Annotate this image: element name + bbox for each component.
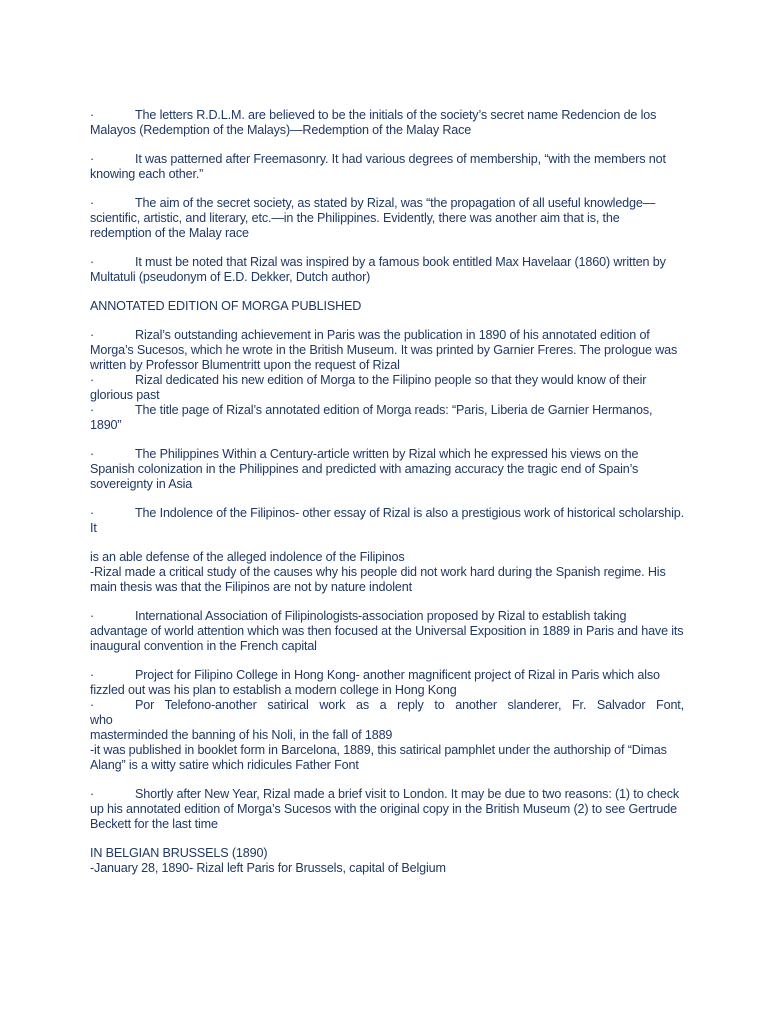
section-heading-morga: ANNOTATED EDITION OF MORGA PUBLISHED [90,299,362,313]
paragraph-filipinologists [90,609,684,654]
paragraph-text: Shortly after New Year, Rizal made a brief visit to London. It may be due to two reasons: (1) to check up his annotated edition of Morga’s Sucesos with the original copy in the British Museum (2) to see Gertrude Beckett for the last time [90,787,680,831]
paragraph-text: Rizal dedicated his new edition of Morga to the Filipino people so that they would know of their glorious past [90,373,647,402]
paragraph-aim [90,196,684,241]
bullet: · [90,196,95,210]
paragraph-brussels: -January 28, 1890- Rizal left Paris for Brussels, capital of Belgium [90,861,446,875]
bullet: · [90,328,95,342]
paragraph-london-visit [90,787,684,832]
paragraph-text: It was patterned after Freemasonry. It had various degrees of membership, “with the members not knowing each other.” [90,152,666,181]
paragraph-text: The title page of Rizal’s annotated edition of Morga reads: “Paris, Liberia de Garnier Hermanos, 1890” [90,403,653,432]
paragraph-text: is an able defense of the alleged indolence of the Filipinos [90,550,405,564]
paragraph-text: masterminded the banning of his Noli, in the fall of 1889 [90,728,393,742]
paragraph-dedication [90,373,684,403]
paragraph-text: Por Telefono-another satirical work as a reply to another slanderer, Fr. Salvador Font, [135,698,684,712]
paragraph-hong-kong-college [90,668,684,698]
bullet: · [90,698,95,712]
paragraph-title-page [90,403,684,433]
paragraph-line [90,698,684,713]
paragraph-freemasonry [90,152,684,182]
bullet: · [90,255,95,269]
paragraph-text: Project for Filipino College in Hong Kong- another magnificent project of Rizal in Paris which also fizzled out was his plan to establish a modern college in Hong Kong [90,668,660,697]
paragraph-text: -it was published in booklet form in Barcelona, 1889, this satirical pamphlet under the authorship of “Dimas Alang” is a witty satire which ridicules Father Font [90,743,667,772]
paragraph-text: who [90,713,113,727]
paragraph-text: The letters R.D.L.M. are believed to be the initials of the society’s secret name Redencion de los Malayos (Redemption of the Malays)—Redemption of the Malay Race [90,108,657,137]
paragraph-text: The Philippines Within a Century-article written by Rizal which he expressed his views on the Spanish colonization in the Philippines and predicted with amazing accuracy the tragic end of Spain’s sovereignty in Asia [90,447,639,491]
document-page [90,108,684,876]
bullet: · [90,152,95,166]
paragraph-text: Rizal’s outstanding achievement in Paris was the publication in 1890 of his annotated edition of Morga’s Sucesos, which he wrote in the British Museum. It was printed by Garnier Freres. The prologue was written by Professor Blumentritt upon the request of Rizal [90,328,678,372]
bullet: · [90,787,95,801]
paragraph-text: The Indolence of the Filipinos- other essay of Rizal is also a prestigious work of historical scholarship. It [90,506,684,535]
paragraph-text: The aim of the secret society, as stated by Rizal, was “the propagation of all useful knowledge—scientific, artistic, and literary, etc.—in the Philippines. Evidently, there was another aim that is, the redemption of the Malay race [90,196,656,240]
bullet: · [90,108,95,122]
paragraph-indolence [90,506,684,536]
paragraph-rdlm [90,108,684,138]
paragraph-text: -Rizal made a critical study of the causes why his people did not work hard during the Spanish regime. His main thesis was that the Filipinos are not by nature indolent [90,565,666,594]
paragraph-por-telefono [90,698,684,773]
section-heading-brussels: IN BELGIAN BRUSSELS (1890) [90,846,268,860]
bullet: · [90,447,95,461]
bullet: · [90,506,95,520]
paragraph-max-havelaar [90,255,684,285]
paragraph-philippines-century [90,447,684,492]
paragraph-outstanding-achievement [90,328,684,373]
bullet: · [90,403,95,417]
paragraph-text: It must be noted that Rizal was inspired by a famous book entitled Max Havelaar (1860) written by Multatuli (pseudonym of E.D. Dekker, Dutch author) [90,255,666,284]
bullet: · [90,373,95,387]
paragraph-text: International Association of Filipinologists-association proposed by Rizal to establish taking advantage of world attention which was then focused at the Universal Exposition in 1889 in Paris and have its inaugural convention in the French capital [90,609,684,653]
bullet: · [90,668,95,682]
bullet: · [90,609,95,623]
paragraph-indolence-continued [90,550,684,595]
